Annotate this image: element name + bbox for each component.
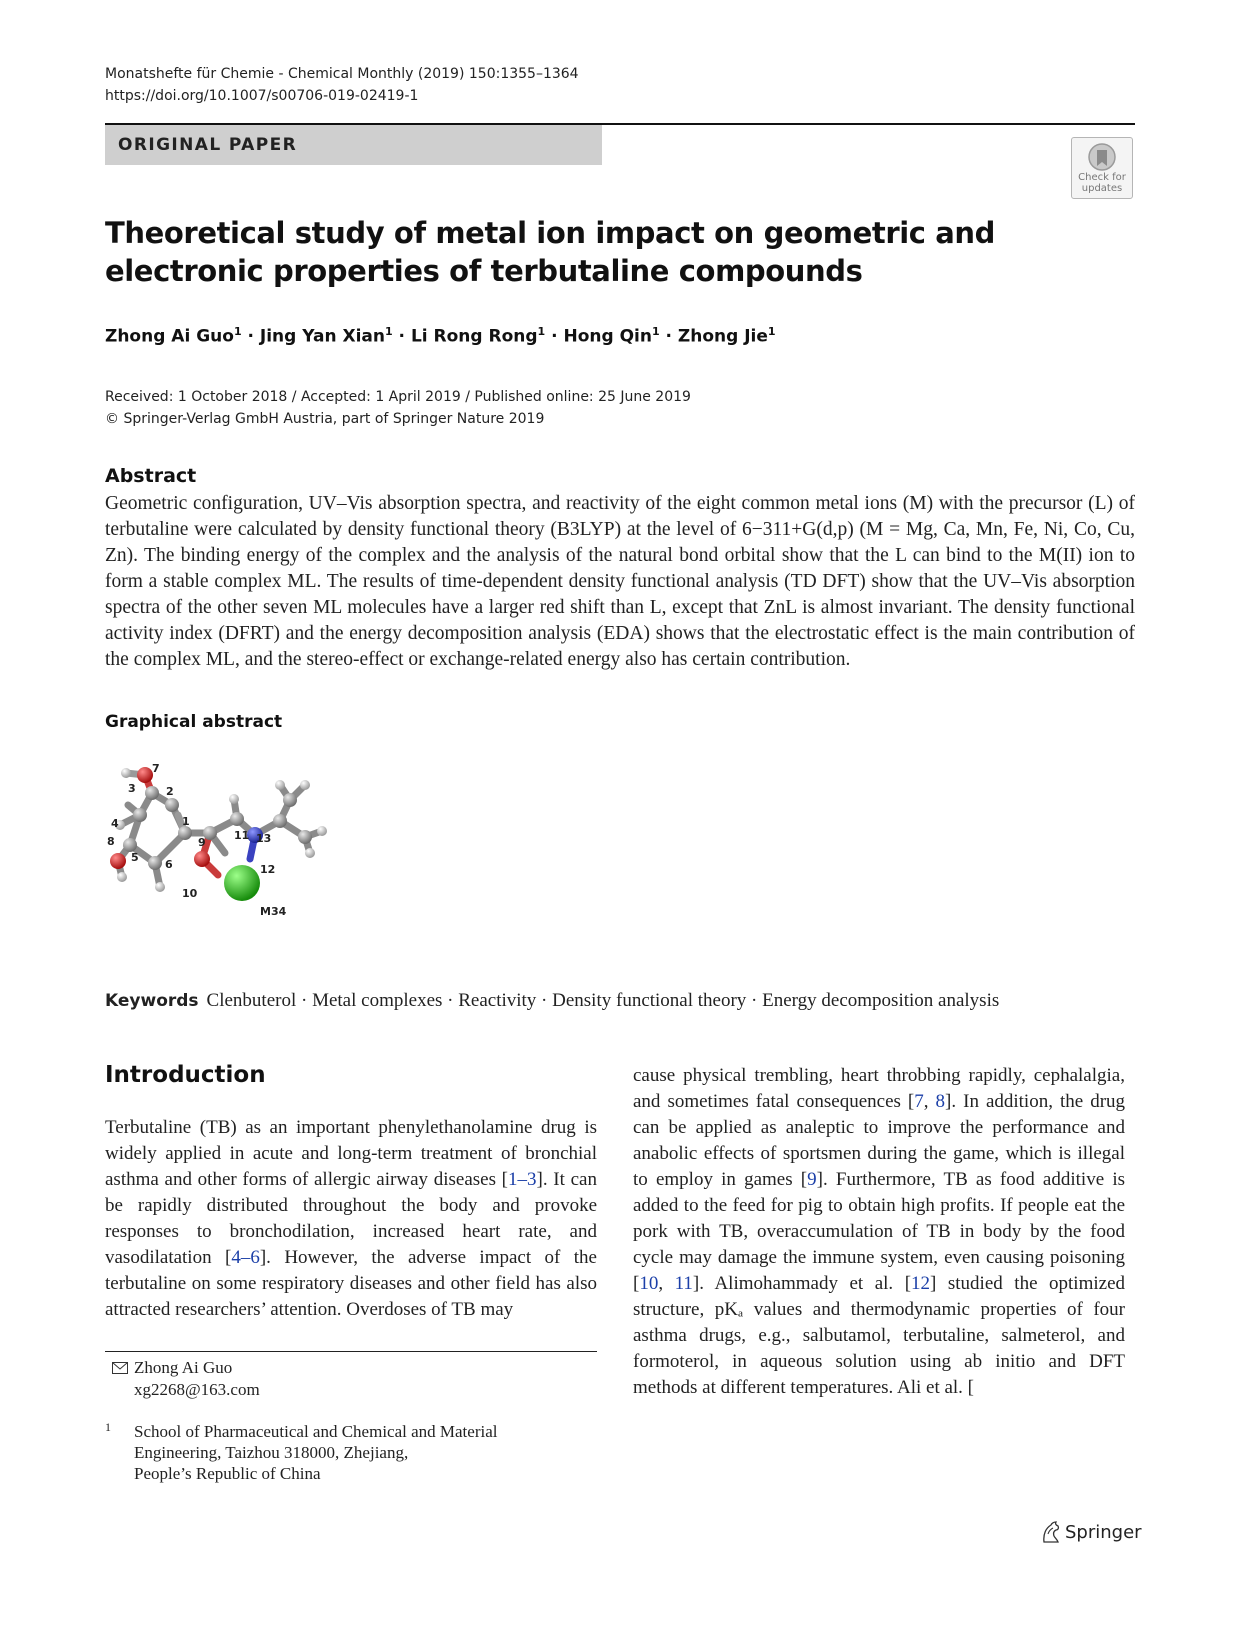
citation-link[interactable]: 1–3 xyxy=(508,1169,537,1190)
svg-text:9: 9 xyxy=(198,836,206,849)
svg-text:13: 13 xyxy=(256,832,272,845)
article-type: ORIGINAL PAPER xyxy=(118,135,298,155)
molecule-diagram xyxy=(100,755,350,935)
svg-text:10: 10 xyxy=(182,887,198,900)
author-name: Jing Yan Xian xyxy=(259,326,385,347)
intro-left-column: Terbutaline (TB) as an important phenylethanolamine drug is widely applied in acute and long-term treatment of bronchial asthma and other forms of allergic airway diseases [1–3]. It can be rapidly distributed throughout the body and provoke responses to bronchodilation, increased heart rate, and vasodilatation [4–6]. However, the adverse impact of the terbutaline on some respiratory diseases and other field has also attracted researchers’ attention. Overdoses of TB may xyxy=(105,1117,597,1320)
svg-text:6: 6 xyxy=(165,858,173,871)
check-for-updates-badge[interactable] xyxy=(1071,137,1133,199)
svg-text:M34: M34 xyxy=(260,905,287,918)
bookmark-icon xyxy=(1087,142,1117,172)
svg-text:1: 1 xyxy=(182,815,190,828)
doi-link[interactable]: https://doi.org/10.1007/s00706-019-02419-1 xyxy=(105,88,419,104)
svg-text:2: 2 xyxy=(166,785,174,798)
keywords xyxy=(105,990,999,1012)
corresponding-author: Zhong Ai Guo xyxy=(134,1358,233,1377)
svg-text:11: 11 xyxy=(234,829,250,842)
copyright: © Springer-Verlag GmbH Austria, part of Springer Nature 2019 xyxy=(105,411,545,427)
svg-text:4: 4 xyxy=(111,817,119,830)
author-name: Zhong Jie xyxy=(677,326,768,347)
citation-link[interactable]: 9 xyxy=(807,1169,817,1190)
svg-text:7: 7 xyxy=(152,762,160,775)
svg-text:12: 12 xyxy=(260,863,276,876)
intro-right-column: cause physical trembling, heart throbbing rapidly, cephalalgia, and sometimes fatal consequences [7, 8]. In addition, the drug can be applied as analeptic to improve the performance and anabolic effects of sportsmen during the game, which is illegal to employ in games [9]. Furthermore, TB as food additive is added to the feed for pig to obtain high profits. If people eat the pork with TB, overaccumulation of TB in body by the food cycle may damage the immune system, even causing poisoning [10, 11]. Alimohammady et al. [12] studied the optimized structure, pKₐ values and thermodynamic properties of four asthma drugs, e.g., salbutamol, terbutaline, salmeterol, and formoterol, in aqueous solution using ab initio and DFT methods at different temperatures. Ali et al. [ xyxy=(633,1065,1126,1398)
keywords-list: Clenbuterol · Metal complexes · Reactivity · Density functional theory · Energy decomposition analysis xyxy=(206,990,1000,1011)
springer-horse-icon xyxy=(1040,1520,1062,1544)
citation-link[interactable]: 4–6 xyxy=(231,1247,260,1268)
author-name: Zhong Ai Guo xyxy=(105,326,234,347)
svg-text:5: 5 xyxy=(131,851,139,864)
keywords-label: Keywords xyxy=(105,991,199,1011)
abstract-heading: Abstract xyxy=(105,465,197,487)
paper-title: Theoretical study of metal ion impact on geometric and electronic properties of terbutaline compounds xyxy=(105,216,996,288)
citation-link[interactable]: 7 xyxy=(914,1091,924,1112)
envelope-icon xyxy=(112,1362,128,1374)
graphical-abstract-heading: Graphical abstract xyxy=(105,712,283,732)
author-email[interactable]: xg2268@163.com xyxy=(134,1380,260,1399)
svg-text:8: 8 xyxy=(107,835,115,848)
author-name: Li Rong Rong xyxy=(410,326,538,347)
author-name: Hong Qin xyxy=(563,326,652,347)
author-list: Zhong Ai Guo$^1$ · Jing Yan Xian$^1$ · Li Rong Rong$^1$ · Hong Qin$^1$ · Zhong Jie$^1$ xyxy=(105,325,776,347)
citation-link[interactable]: 12 xyxy=(911,1273,931,1294)
publisher-name: Springer xyxy=(1065,1522,1142,1543)
publication-dates: Received: 1 October 2018 / Accepted: 1 April 2019 / Published online: 25 June 2019 © Springer-Verlag GmbH Austria, part of Springer Nature 2019 xyxy=(105,386,691,430)
citation-link[interactable]: 8 xyxy=(935,1091,946,1112)
svg-text:3: 3 xyxy=(128,782,136,795)
footnote-rule xyxy=(105,1351,597,1352)
abstract-text: Geometric configuration, UV–Vis absorption spectra, and reactivity of the eight common metal ions (M) with the precursor (L) of terbutaline were calculated by density functional theory (B3LYP) at the level of 6−311+G(d,p) (M = Mg, Ca, Mn, Fe, Ni, Co, Cu, Zn). The binding energy of the complex and the analysis of the natural bond orbital show that the L can bind to the M(II) ion to form a stable complex ML. The results of time-dependent density functional analysis (TD DFT) show that the UV–Vis absorption spectra of the other seven ML molecules have a larger red shift than L, except that ZnL is almost invariant. The density functional activity index (DFRT) and the energy decomposition analysis (EDA) shows that the electrostatic effect is the main contribution of the complex ML, and the stereo-effect or exchange-related energy also has certain contribution. xyxy=(105,493,1135,670)
check-updates-line1: Check for xyxy=(1078,172,1126,183)
affiliation-number: 1 xyxy=(105,1420,111,1434)
introduction-heading: Introduction xyxy=(105,1062,266,1088)
journal-citation: Monatshefte für Chemie - Chemical Monthly (2019) 150:1355–1364 xyxy=(105,66,579,82)
check-updates-line2: updates xyxy=(1081,183,1123,194)
citation-link[interactable]: 10 xyxy=(639,1273,659,1294)
citation-link[interactable]: 11 xyxy=(674,1273,693,1294)
affiliation: School of Pharmaceutical and Chemical and Material Engineering, Taizhou 318000, Zhejiang, People’s Republic of China xyxy=(134,1422,498,1483)
